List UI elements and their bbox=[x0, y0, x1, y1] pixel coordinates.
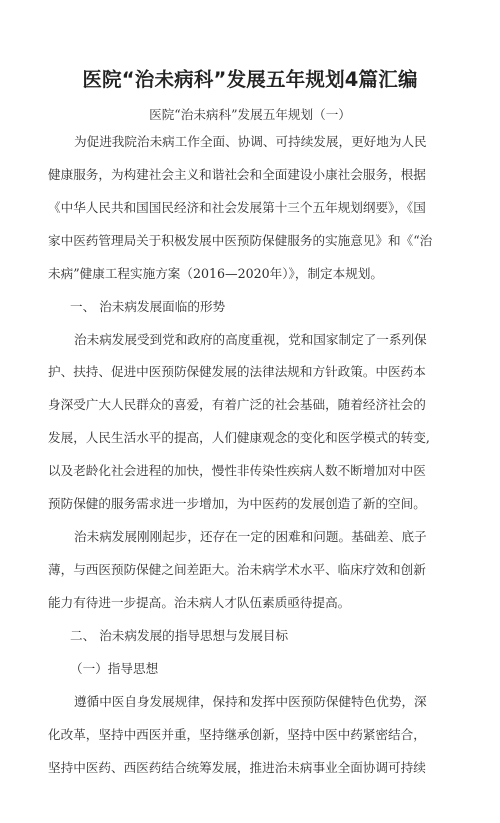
paragraph-line: 健康服务，为构建社会主义和谐社会和全面建设小康社会服务，根据 bbox=[48, 167, 426, 182]
paragraph-line: 能力有待进一步提高。治未病人才队伍素质亟待提高。 bbox=[48, 595, 351, 610]
paragraph-line: 薄，与西医预防保健之间差距大。治未病学术水平、临床疗效和创新 bbox=[48, 562, 426, 577]
paragraph-line: 化改革，坚持中西医并重，坚持继承创新，坚持中医中药紧密结合， bbox=[48, 727, 426, 742]
subsection-heading: （一）指导思想 bbox=[70, 661, 159, 676]
paragraph-line: 未病”健康工程实施方案（2016—2020年）》，制定本规划。 bbox=[48, 266, 384, 281]
section-heading: 一、 治未病发展面临的形势 bbox=[70, 299, 226, 314]
paragraph-line: 护、扶持、促进中医预防保健发展的法律法规和方针政策。中医药本 bbox=[48, 364, 426, 379]
paragraph-line: 治未病发展受到党和政府的高度重视，党和国家制定了一系列保 bbox=[74, 332, 427, 347]
paragraph-line: 遵循中医自身发展规律，保持和发挥中医预防保健特色优势，深 bbox=[74, 694, 427, 709]
paragraph-line: 家中医药管理局关于积极发展中医预防保健服务的实施意见》和《“治 bbox=[48, 233, 433, 248]
section-heading: 二、 治未病发展的指导思想与发展目标 bbox=[70, 628, 289, 643]
document-title: 医院“治未病科”发展五年规划4篇汇编 bbox=[82, 68, 418, 91]
paragraph-line: 以及老龄化社会进程的加快，慢性非传染性疾病人数不断增加对中医 bbox=[48, 463, 426, 478]
document-subtitle: 医院“治未病科”发展五年规划（一） bbox=[149, 107, 351, 122]
paragraph-line: 为促进我院治未病工作全面、协调、可持续发展，更好地为人民 bbox=[74, 134, 427, 149]
paragraph-line: 预防保健的服务需求进一步增加，为中医药的发展创造了新的空间。 bbox=[48, 496, 426, 511]
paragraph-line: 坚持中医药、西医药结合统筹发展，推进治未病事业全面协调可持续 bbox=[48, 760, 426, 775]
paragraph-line: 发展，人民生活水平的提高，人们健康观念的变化和医学模式的转变, bbox=[48, 430, 430, 445]
paragraph-line: 治未病发展刚刚起步，还存在一定的困难和问题。基础差、底子 bbox=[74, 529, 427, 544]
paragraph-line: 《中华人民共和国国民经济和社会发展第十三个五年规划纲要》，《国 bbox=[48, 200, 426, 215]
paragraph-line: 身深受广大人民群众的喜爱，有着广泛的社会基础，随着经济社会的 bbox=[48, 397, 426, 412]
